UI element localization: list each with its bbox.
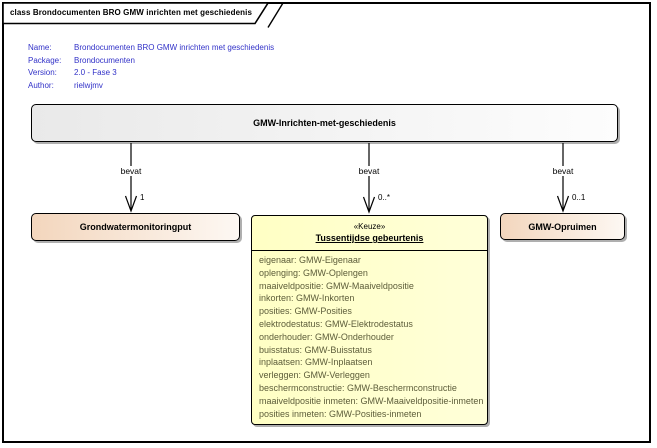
multiplicity-left: 1 <box>140 193 145 202</box>
multiplicity-right: 0..1 <box>572 193 586 202</box>
class-grondwatermonitoringput[interactable] <box>31 213 240 241</box>
meta-row-author <box>28 80 274 93</box>
class-title: Grondwatermonitoringput <box>79 222 192 232</box>
attribute-item: maaiveldpositie inmeten: GMW-Maaiveldpositie-inmeten <box>259 395 484 406</box>
frame-tab-label: class Brondocumenten BRO GMW inrichten met geschiedenis <box>10 8 252 17</box>
multiplicity-middle: 0..* <box>378 193 391 202</box>
attribute-item: inplaatsen: GMW-Inplaatsen <box>259 357 373 368</box>
diagram-metadata <box>28 42 274 92</box>
relation-label-middle: bevat <box>358 166 380 176</box>
attribute-item: maaiveldpositie: GMW-Maaiveldpositie <box>259 280 414 291</box>
attribute-item: inkorten: GMW-Inkorten <box>259 293 355 304</box>
meta-label-name: Name: <box>28 43 52 52</box>
attribute-item: posities: GMW-Posities <box>259 306 352 317</box>
class-title: Tussentijdse gebeurtenis <box>315 233 424 243</box>
attribute-item: oplenging: GMW-Oplengen <box>259 267 368 278</box>
meta-value-version: 2.0 - Fase 3 <box>74 68 117 77</box>
attribute-item: elektrodestatus: GMW-Elektrodestatus <box>259 318 413 329</box>
meta-value-name: Brondocumenten BRO GMW inrichten met geschiedenis <box>74 43 275 52</box>
class-gmw-inrichten-met-geschiedenis[interactable] <box>31 104 618 142</box>
attribute-item: posities inmeten: GMW-Posities-inmeten <box>259 408 422 419</box>
attribute-item: onderhouder: GMW-Onderhouder <box>259 331 394 342</box>
meta-value-author: rielwjmv <box>74 80 103 90</box>
attribute-item: buisstatus: GMW-Buisstatus <box>259 344 372 355</box>
class-title: GMW-Opruimen <box>528 221 597 232</box>
meta-label-author: Author: <box>28 80 54 90</box>
meta-row-package <box>28 55 274 68</box>
relation-label-right: bevat <box>552 166 574 176</box>
meta-label-package: Package: <box>28 55 62 65</box>
attribute-list <box>252 251 487 420</box>
attribute-item: verleggen: GMW-Verleggen <box>259 370 370 381</box>
relation-label-left: bevat <box>120 166 142 176</box>
attribute-item: eigenaar: GMW-Eigenaar <box>259 255 361 265</box>
class-gmw-opruimen[interactable] <box>500 213 625 240</box>
keuze-header <box>252 216 487 251</box>
frame-tab-fold-line <box>268 3 283 28</box>
meta-row-version <box>28 67 274 80</box>
meta-row-name <box>28 42 274 55</box>
class-tussentijdse-gebeurtenis[interactable] <box>251 215 488 425</box>
meta-value-package: Brondocumenten <box>74 55 135 65</box>
attribute-item: beschermconstructie: GMW-Beschermconstructie <box>259 382 457 393</box>
class-title: GMW-Inrichten-met-geschiedenis <box>253 118 396 128</box>
meta-label-version: Version: <box>28 68 57 77</box>
stereotype-label: «Keuze» <box>353 222 386 231</box>
